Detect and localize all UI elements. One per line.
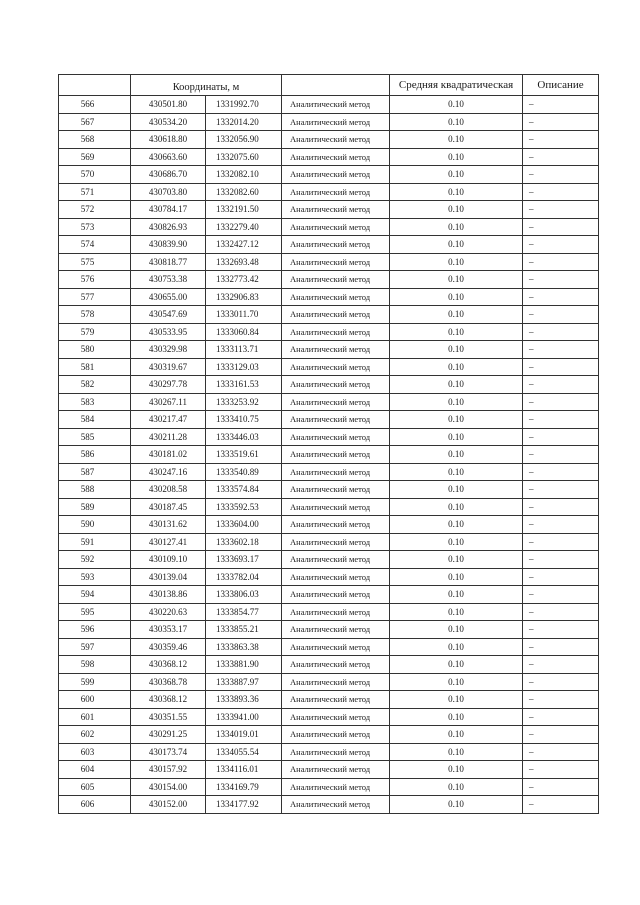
method-cell: Аналитический метод <box>282 673 390 691</box>
x-coordinate-cell: 430839.90 <box>131 236 206 254</box>
rms-error-cell: 0.10 <box>390 341 523 359</box>
x-coordinate-cell: 430368.12 <box>131 691 206 709</box>
y-coordinate-cell: 1333863.38 <box>206 638 282 656</box>
point-number-cell: 580 <box>59 341 131 359</box>
table-row <box>59 306 599 324</box>
y-coordinate-cell: 1332773.42 <box>206 271 282 289</box>
x-coordinate-cell: 430826.93 <box>131 218 206 236</box>
rms-error-cell: 0.10 <box>390 218 523 236</box>
description-cell: – <box>523 113 599 131</box>
y-coordinate-cell: 1332075.60 <box>206 148 282 166</box>
point-number-cell: 573 <box>59 218 131 236</box>
x-coordinate-cell: 430181.02 <box>131 446 206 464</box>
y-coordinate-cell: 1333855.21 <box>206 621 282 639</box>
x-coordinate-cell: 430152.00 <box>131 796 206 814</box>
table-row <box>59 288 599 306</box>
description-cell: – <box>523 183 599 201</box>
x-coordinate-cell: 430547.69 <box>131 306 206 324</box>
y-coordinate-cell: 1333604.00 <box>206 516 282 534</box>
point-number-cell: 594 <box>59 586 131 604</box>
x-coordinate-cell: 430187.45 <box>131 498 206 516</box>
method-cell: Аналитический метод <box>282 411 390 429</box>
table-row <box>59 183 599 201</box>
rms-error-cell: 0.10 <box>390 201 523 219</box>
description-cell: – <box>523 726 599 744</box>
method-cell: Аналитический метод <box>282 778 390 796</box>
table-header-row <box>59 75 599 96</box>
x-coordinate-cell: 430291.25 <box>131 726 206 744</box>
x-coordinate-cell: 430220.63 <box>131 603 206 621</box>
x-coordinate-cell: 430154.00 <box>131 778 206 796</box>
y-coordinate-cell: 1333854.77 <box>206 603 282 621</box>
coordinates-table <box>58 74 599 814</box>
table-row <box>59 568 599 586</box>
x-coordinate-cell: 430319.67 <box>131 358 206 376</box>
table-row <box>59 743 599 761</box>
x-coordinate-cell: 430157.92 <box>131 761 206 779</box>
table-row <box>59 621 599 639</box>
rms-error-cell: 0.10 <box>390 691 523 709</box>
rms-error-cell: 0.10 <box>390 761 523 779</box>
y-coordinate-cell: 1332082.60 <box>206 183 282 201</box>
point-number-cell: 587 <box>59 463 131 481</box>
x-coordinate-cell: 430368.78 <box>131 673 206 691</box>
point-number-cell: 574 <box>59 236 131 254</box>
y-coordinate-cell: 1333574.84 <box>206 481 282 499</box>
table-row <box>59 253 599 271</box>
table-row <box>59 533 599 551</box>
rms-error-cell: 0.10 <box>390 183 523 201</box>
method-cell: Аналитический метод <box>282 201 390 219</box>
point-number-cell: 589 <box>59 498 131 516</box>
description-cell: – <box>523 673 599 691</box>
description-cell: – <box>523 708 599 726</box>
point-number-cell: 598 <box>59 656 131 674</box>
y-coordinate-cell: 1333060.84 <box>206 323 282 341</box>
description-cell: – <box>523 621 599 639</box>
y-coordinate-cell: 1333129.03 <box>206 358 282 376</box>
point-number-cell: 592 <box>59 551 131 569</box>
method-cell: Аналитический метод <box>282 463 390 481</box>
x-coordinate-cell: 430784.17 <box>131 201 206 219</box>
y-coordinate-cell: 1334116.01 <box>206 761 282 779</box>
x-coordinate-cell: 430353.17 <box>131 621 206 639</box>
method-cell: Аналитический метод <box>282 288 390 306</box>
table-row <box>59 638 599 656</box>
rms-error-cell: 0.10 <box>390 568 523 586</box>
rms-error-cell: 0.10 <box>390 148 523 166</box>
description-cell: – <box>523 516 599 534</box>
description-cell: – <box>523 306 599 324</box>
x-coordinate-cell: 430368.12 <box>131 656 206 674</box>
point-number-cell: 583 <box>59 393 131 411</box>
point-number-cell: 584 <box>59 411 131 429</box>
header-coordinates: Координаты, м <box>131 75 282 96</box>
table-row <box>59 96 599 114</box>
x-coordinate-cell: 430267.11 <box>131 393 206 411</box>
rms-error-cell: 0.10 <box>390 323 523 341</box>
y-coordinate-cell: 1333540.89 <box>206 463 282 481</box>
y-coordinate-cell: 1332191.50 <box>206 201 282 219</box>
rms-error-cell: 0.10 <box>390 463 523 481</box>
rms-error-cell: 0.10 <box>390 236 523 254</box>
rms-error-cell: 0.10 <box>390 656 523 674</box>
description-cell: – <box>523 323 599 341</box>
x-coordinate-cell: 430534.20 <box>131 113 206 131</box>
description-cell: – <box>523 743 599 761</box>
table-row <box>59 218 599 236</box>
point-number-cell: 572 <box>59 201 131 219</box>
table-row <box>59 446 599 464</box>
y-coordinate-cell: 1333011.70 <box>206 306 282 324</box>
table-row <box>59 656 599 674</box>
y-coordinate-cell: 1333446.03 <box>206 428 282 446</box>
point-number-cell: 570 <box>59 166 131 184</box>
description-cell: – <box>523 481 599 499</box>
rms-error-cell: 0.10 <box>390 166 523 184</box>
description-cell: – <box>523 411 599 429</box>
point-number-cell: 588 <box>59 481 131 499</box>
y-coordinate-cell: 1333113.71 <box>206 341 282 359</box>
table-body <box>59 96 599 814</box>
method-cell: Аналитический метод <box>282 218 390 236</box>
x-coordinate-cell: 430618.80 <box>131 131 206 149</box>
method-cell: Аналитический метод <box>282 743 390 761</box>
y-coordinate-cell: 1333602.18 <box>206 533 282 551</box>
y-coordinate-cell: 1334177.92 <box>206 796 282 814</box>
rms-error-cell: 0.10 <box>390 708 523 726</box>
description-cell: – <box>523 376 599 394</box>
y-coordinate-cell: 1334019.01 <box>206 726 282 744</box>
x-coordinate-cell: 430173.74 <box>131 743 206 761</box>
point-number-cell: 593 <box>59 568 131 586</box>
description-cell: – <box>523 463 599 481</box>
rms-error-cell: 0.10 <box>390 673 523 691</box>
point-number-cell: 590 <box>59 516 131 534</box>
description-cell: – <box>523 586 599 604</box>
point-number-cell: 603 <box>59 743 131 761</box>
table-row <box>59 201 599 219</box>
rms-error-cell: 0.10 <box>390 253 523 271</box>
description-cell: – <box>523 96 599 114</box>
method-cell: Аналитический метод <box>282 726 390 744</box>
description-cell: – <box>523 271 599 289</box>
point-number-cell: 569 <box>59 148 131 166</box>
description-cell: – <box>523 638 599 656</box>
method-cell: Аналитический метод <box>282 96 390 114</box>
point-number-cell: 605 <box>59 778 131 796</box>
description-cell: – <box>523 551 599 569</box>
table-row <box>59 393 599 411</box>
method-cell: Аналитический метод <box>282 271 390 289</box>
x-coordinate-cell: 430138.86 <box>131 586 206 604</box>
method-cell: Аналитический метод <box>282 761 390 779</box>
y-coordinate-cell: 1333893.36 <box>206 691 282 709</box>
description-cell: – <box>523 761 599 779</box>
description-cell: – <box>523 166 599 184</box>
method-cell: Аналитический метод <box>282 533 390 551</box>
method-cell: Аналитический метод <box>282 253 390 271</box>
y-coordinate-cell: 1334055.54 <box>206 743 282 761</box>
table-row <box>59 673 599 691</box>
point-number-cell: 596 <box>59 621 131 639</box>
y-coordinate-cell: 1333881.90 <box>206 656 282 674</box>
x-coordinate-cell: 430351.55 <box>131 708 206 726</box>
y-coordinate-cell: 1332014.20 <box>206 113 282 131</box>
description-cell: – <box>523 691 599 709</box>
method-cell: Аналитический метод <box>282 131 390 149</box>
x-coordinate-cell: 430818.77 <box>131 253 206 271</box>
table-row <box>59 148 599 166</box>
x-coordinate-cell: 430211.28 <box>131 428 206 446</box>
point-number-cell: 582 <box>59 376 131 394</box>
point-number-cell: 581 <box>59 358 131 376</box>
description-cell: – <box>523 498 599 516</box>
point-number-cell: 578 <box>59 306 131 324</box>
point-number-cell: 599 <box>59 673 131 691</box>
description-cell: – <box>523 568 599 586</box>
x-coordinate-cell: 430655.00 <box>131 288 206 306</box>
rms-error-cell: 0.10 <box>390 726 523 744</box>
description-cell: – <box>523 446 599 464</box>
table-row <box>59 551 599 569</box>
y-coordinate-cell: 1333592.53 <box>206 498 282 516</box>
y-coordinate-cell: 1333941.00 <box>206 708 282 726</box>
method-cell: Аналитический метод <box>282 551 390 569</box>
method-cell: Аналитический метод <box>282 481 390 499</box>
table-row <box>59 708 599 726</box>
table-row <box>59 271 599 289</box>
x-coordinate-cell: 430703.80 <box>131 183 206 201</box>
table-row <box>59 516 599 534</box>
y-coordinate-cell: 1332693.48 <box>206 253 282 271</box>
table-row <box>59 481 599 499</box>
y-coordinate-cell: 1331992.70 <box>206 96 282 114</box>
y-coordinate-cell: 1333161.53 <box>206 376 282 394</box>
rms-error-cell: 0.10 <box>390 638 523 656</box>
table-row <box>59 166 599 184</box>
x-coordinate-cell: 430329.98 <box>131 341 206 359</box>
method-cell: Аналитический метод <box>282 358 390 376</box>
method-cell: Аналитический метод <box>282 708 390 726</box>
rms-error-cell: 0.10 <box>390 498 523 516</box>
method-cell: Аналитический метод <box>282 341 390 359</box>
point-number-cell: 595 <box>59 603 131 621</box>
x-coordinate-cell: 430533.95 <box>131 323 206 341</box>
method-cell: Аналитический метод <box>282 516 390 534</box>
table-row <box>59 358 599 376</box>
point-number-cell: 601 <box>59 708 131 726</box>
y-coordinate-cell: 1333253.92 <box>206 393 282 411</box>
point-number-cell: 606 <box>59 796 131 814</box>
y-coordinate-cell: 1333410.75 <box>206 411 282 429</box>
rms-error-cell: 0.10 <box>390 271 523 289</box>
rms-error-cell: 0.10 <box>390 446 523 464</box>
description-cell: – <box>523 131 599 149</box>
rms-error-cell: 0.10 <box>390 376 523 394</box>
table-row <box>59 236 599 254</box>
rms-error-cell: 0.10 <box>390 393 523 411</box>
header-description: Описание <box>523 75 599 96</box>
x-coordinate-cell: 430247.16 <box>131 463 206 481</box>
table-row <box>59 761 599 779</box>
y-coordinate-cell: 1332082.10 <box>206 166 282 184</box>
x-coordinate-cell: 430217.47 <box>131 411 206 429</box>
description-cell: – <box>523 341 599 359</box>
y-coordinate-cell: 1332427.12 <box>206 236 282 254</box>
rms-error-cell: 0.10 <box>390 358 523 376</box>
rms-error-cell: 0.10 <box>390 131 523 149</box>
rms-error-cell: 0.10 <box>390 113 523 131</box>
description-cell: – <box>523 603 599 621</box>
rms-error-cell: 0.10 <box>390 533 523 551</box>
method-cell: Аналитический метод <box>282 428 390 446</box>
table-row <box>59 428 599 446</box>
point-number-cell: 585 <box>59 428 131 446</box>
description-cell: – <box>523 148 599 166</box>
rms-error-cell: 0.10 <box>390 551 523 569</box>
point-number-cell: 604 <box>59 761 131 779</box>
rms-error-cell: 0.10 <box>390 516 523 534</box>
rms-error-cell: 0.10 <box>390 586 523 604</box>
rms-error-cell: 0.10 <box>390 288 523 306</box>
method-cell: Аналитический метод <box>282 586 390 604</box>
table-row <box>59 463 599 481</box>
table-row <box>59 411 599 429</box>
table-row <box>59 586 599 604</box>
method-cell: Аналитический метод <box>282 113 390 131</box>
rms-error-cell: 0.10 <box>390 428 523 446</box>
point-number-cell: 586 <box>59 446 131 464</box>
rms-error-cell: 0.10 <box>390 743 523 761</box>
x-coordinate-cell: 430753.38 <box>131 271 206 289</box>
point-number-cell: 566 <box>59 96 131 114</box>
description-cell: – <box>523 393 599 411</box>
x-coordinate-cell: 430139.04 <box>131 568 206 586</box>
table-row <box>59 603 599 621</box>
point-number-cell: 575 <box>59 253 131 271</box>
description-cell: – <box>523 236 599 254</box>
header-method <box>282 75 390 96</box>
method-cell: Аналитический метод <box>282 621 390 639</box>
header-point-number <box>59 75 131 96</box>
x-coordinate-cell: 430663.60 <box>131 148 206 166</box>
y-coordinate-cell: 1333806.03 <box>206 586 282 604</box>
description-cell: – <box>523 253 599 271</box>
point-number-cell: 600 <box>59 691 131 709</box>
y-coordinate-cell: 1333887.97 <box>206 673 282 691</box>
method-cell: Аналитический метод <box>282 691 390 709</box>
description-cell: – <box>523 428 599 446</box>
point-number-cell: 568 <box>59 131 131 149</box>
point-number-cell: 579 <box>59 323 131 341</box>
point-number-cell: 591 <box>59 533 131 551</box>
x-coordinate-cell: 430501.80 <box>131 96 206 114</box>
method-cell: Аналитический метод <box>282 148 390 166</box>
x-coordinate-cell: 430127.41 <box>131 533 206 551</box>
rms-error-cell: 0.10 <box>390 481 523 499</box>
description-cell: – <box>523 218 599 236</box>
y-coordinate-cell: 1334169.79 <box>206 778 282 796</box>
rms-error-cell: 0.10 <box>390 621 523 639</box>
table-row <box>59 323 599 341</box>
x-coordinate-cell: 430686.70 <box>131 166 206 184</box>
method-cell: Аналитический метод <box>282 603 390 621</box>
method-cell: Аналитический метод <box>282 306 390 324</box>
method-cell: Аналитический метод <box>282 638 390 656</box>
x-coordinate-cell: 430131.62 <box>131 516 206 534</box>
method-cell: Аналитический метод <box>282 393 390 411</box>
rms-error-cell: 0.10 <box>390 778 523 796</box>
rms-error-cell: 0.10 <box>390 603 523 621</box>
header-rms-error: Средняя квадратическая <box>390 75 523 96</box>
description-cell: – <box>523 533 599 551</box>
description-cell: – <box>523 796 599 814</box>
table-row <box>59 691 599 709</box>
description-cell: – <box>523 201 599 219</box>
method-cell: Аналитический метод <box>282 446 390 464</box>
x-coordinate-cell: 430109.10 <box>131 551 206 569</box>
y-coordinate-cell: 1332279.40 <box>206 218 282 236</box>
method-cell: Аналитический метод <box>282 183 390 201</box>
table-row <box>59 113 599 131</box>
method-cell: Аналитический метод <box>282 236 390 254</box>
y-coordinate-cell: 1332056.90 <box>206 131 282 149</box>
table-row <box>59 131 599 149</box>
y-coordinate-cell: 1333519.61 <box>206 446 282 464</box>
description-cell: – <box>523 358 599 376</box>
method-cell: Аналитический метод <box>282 323 390 341</box>
method-cell: Аналитический метод <box>282 376 390 394</box>
method-cell: Аналитический метод <box>282 796 390 814</box>
description-cell: – <box>523 288 599 306</box>
rms-error-cell: 0.10 <box>390 96 523 114</box>
point-number-cell: 576 <box>59 271 131 289</box>
point-number-cell: 571 <box>59 183 131 201</box>
description-cell: – <box>523 778 599 796</box>
x-coordinate-cell: 430208.58 <box>131 481 206 499</box>
point-number-cell: 577 <box>59 288 131 306</box>
x-coordinate-cell: 430297.78 <box>131 376 206 394</box>
point-number-cell: 602 <box>59 726 131 744</box>
table-row <box>59 796 599 814</box>
y-coordinate-cell: 1332906.83 <box>206 288 282 306</box>
table-row <box>59 778 599 796</box>
x-coordinate-cell: 430359.46 <box>131 638 206 656</box>
table-row <box>59 341 599 359</box>
y-coordinate-cell: 1333693.17 <box>206 551 282 569</box>
table-row <box>59 376 599 394</box>
method-cell: Аналитический метод <box>282 166 390 184</box>
table-row <box>59 498 599 516</box>
rms-error-cell: 0.10 <box>390 796 523 814</box>
point-number-cell: 597 <box>59 638 131 656</box>
description-cell: – <box>523 656 599 674</box>
method-cell: Аналитический метод <box>282 568 390 586</box>
method-cell: Аналитический метод <box>282 498 390 516</box>
table-row <box>59 726 599 744</box>
point-number-cell: 567 <box>59 113 131 131</box>
method-cell: Аналитический метод <box>282 656 390 674</box>
rms-error-cell: 0.10 <box>390 411 523 429</box>
y-coordinate-cell: 1333782.04 <box>206 568 282 586</box>
rms-error-cell: 0.10 <box>390 306 523 324</box>
